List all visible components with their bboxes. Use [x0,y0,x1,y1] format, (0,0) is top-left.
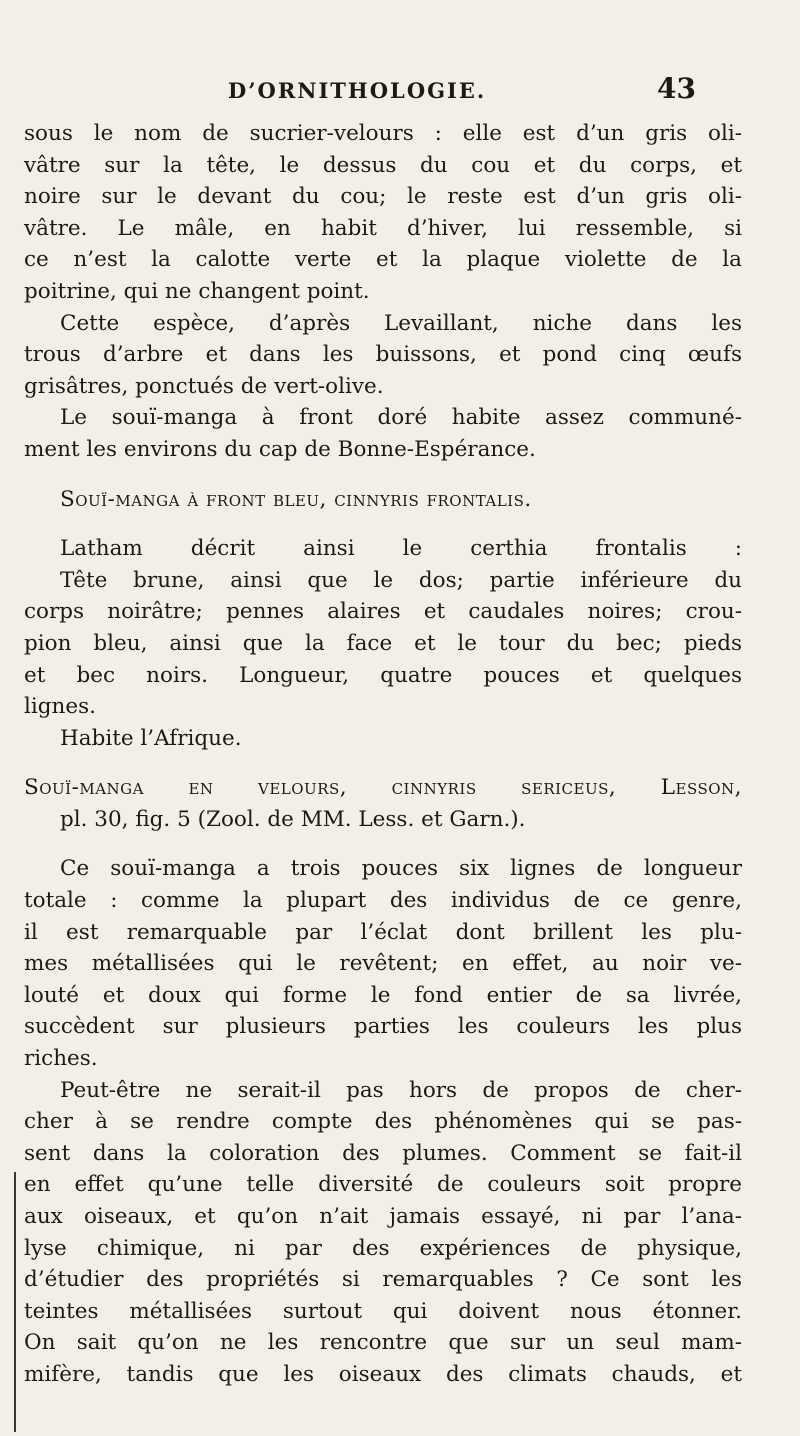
text-line: lyse chimique, ni par des expériences de physique, [24,1235,742,1261]
text-line: d’étudier des propriétés si remarquables ? Ce sont les [24,1267,742,1293]
text-line: Cette espèce, d’après Levaillant, niche dans les [60,310,742,336]
text-line: corps noirâtre; pennes alaires et caudales noires; crou- [24,599,742,625]
text-line: Latham décrit ainsi le certhia frontalis : [60,536,742,562]
text-line: sous le nom de sucrier-velours : elle est d’un gris oli- [24,121,742,146]
text-line: poitrine, qui ne changent point. [24,278,370,304]
spacer [24,515,742,533]
text-line: cher à se rendre compte des phénomènes qui se pas- [24,1109,742,1135]
spacer [24,835,742,853]
text-line: totale : comme la plupart des individus de ce genre, [24,888,742,914]
text-line: teintes métallisées surtout qui doivent nous étonner. [24,1298,742,1324]
text-line: ment les environs du cap de Bonne-Espérance. [24,436,536,462]
text-line: aux oiseaux, et qu’on n’ait jamais essayé, ni par l’ana- [24,1204,742,1229]
spacer [24,754,742,772]
section-heading: Souï-manga à front bleu, cinnyris frontalis. [60,486,532,512]
binding-edge-shadow [14,1172,16,1432]
text-line: succèdent sur plusieurs parties les couleurs les plus [24,1014,742,1040]
text-line: mes métallisées qui le revêtent; en effet, au noir ve- [24,951,742,977]
text-line: mifère, tandis que les oiseaux des climats chauds, et [24,1361,742,1387]
text-line: et bec noirs. Longueur, quatre pouces et quelques [24,662,742,688]
text-line: noire sur le devant du cou; le reste est d’un gris oli- [24,184,742,210]
spacer [24,466,742,484]
text-line: trous d’arbre et dans les buissons, et pond cinq œufs [24,342,742,368]
text-line: vâtre sur la tête, le dessus du cou et du corps, et [24,152,742,178]
text-line: grisâtres, ponctués de vert-olive. [24,373,384,399]
text-line: Tête brune, ainsi que le dos; partie inférieure du [60,567,742,593]
text-line: Le souï-manga à front doré habite assez communé- [60,405,742,431]
body-text [24,118,742,1391]
page-number: 43 [657,72,696,105]
text-line: louté et doux qui forme le fond entier de sa livrée, [24,982,742,1008]
text-line: On sait qu’on ne les rencontre que sur un seul mam- [24,1330,742,1356]
text-line: ce n’est la calotte verte et la plaque violette de la [24,247,742,273]
text-line: Ce souï-manga a trois pouces six lignes de longueur [60,856,742,882]
section-heading-continuation: pl. 30, fig. 5 (Zool. de MM. Less. et Garn.). [60,806,526,832]
page-header [228,72,696,112]
text-line: pion bleu, ainsi que la face et le tour du bec; pieds [24,630,742,656]
text-line: Peut-être ne serait-il pas hors de propos de cher- [60,1077,742,1103]
text-line: il est remarquable par l’éclat dont brillent les plu- [24,919,742,945]
text-line: lignes. [24,694,96,720]
text-line: vâtre. Le mâle, en habit d’hiver, lui ressemble, si [24,215,742,241]
text-line: Habite l’Afrique. [60,725,242,751]
section-heading: Souï-manga en velours, cinnyris sericeus, Lesson, [24,775,742,801]
running-head: D’ORNITHOLOGIE. [228,78,487,103]
text-line: riches. [24,1046,98,1072]
text-line: en effet qu’une telle diversité de couleurs soit propre [24,1172,742,1198]
text-line: sent dans la coloration des plumes. Comment se fait-il [24,1140,742,1166]
